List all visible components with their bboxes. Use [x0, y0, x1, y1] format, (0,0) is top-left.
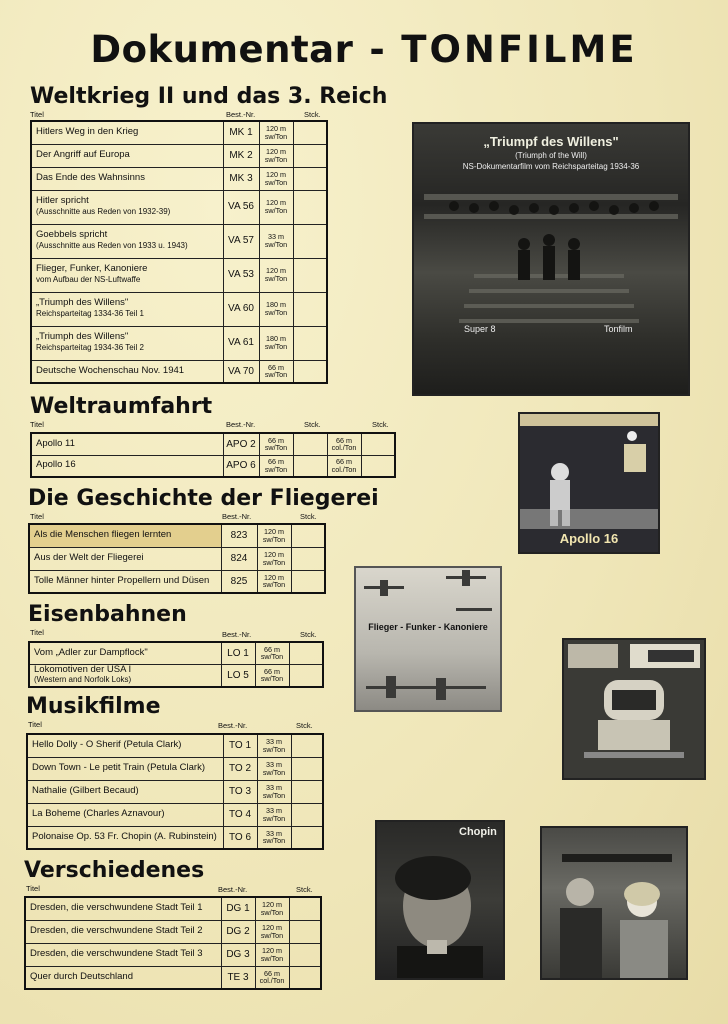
row-title-cell [31, 144, 223, 167]
row-title: La Boheme (Charles Aznavour) [32, 808, 165, 820]
quantity-cell [293, 258, 327, 292]
section-heading-musik: Musikfilme [26, 694, 161, 719]
cover-description: NS-Dokumentarfilm vom Reichsparteitag 1934-36 [462, 162, 640, 171]
row-title-cell [25, 920, 221, 943]
format-length: 120 m [266, 124, 286, 134]
row-title: Dresden, die verschwundene Stadt Teil 3 [30, 948, 203, 960]
cover-image-eisenbahn [562, 638, 706, 780]
table-row [31, 360, 327, 383]
format-type: sw/Ton [260, 652, 284, 662]
row-title: Hitler spricht [36, 195, 89, 207]
format-type: sw/Ton [262, 744, 286, 754]
format-length: 120 m [266, 198, 286, 208]
format-length: 120 m [266, 146, 286, 156]
format-type: sw/Ton [264, 370, 288, 380]
column-header-titel: Titel [30, 512, 44, 521]
page-title [0, 28, 728, 71]
order-number: TO 1 [223, 734, 257, 757]
order-number: TO 2 [223, 757, 257, 780]
cover-label-apollo: Apollo 16 [559, 531, 619, 546]
row-title: Polonaise Op. 53 Fr. Chopin (A. Rubinstein) [32, 830, 217, 842]
table-row [27, 757, 323, 780]
table-weltraum [30, 432, 396, 478]
row-title-cell [29, 664, 221, 687]
table-row [29, 547, 325, 570]
cover-title-flieger: Flieger - Funker - Kanoniere [368, 622, 488, 632]
table-fliegerei [28, 523, 326, 594]
table-verschiedenes [24, 896, 322, 990]
format-length: 33 m [266, 805, 282, 815]
row-title-cell [25, 897, 221, 920]
table-row [25, 920, 321, 943]
quantity-cell [293, 144, 327, 167]
format-cell [257, 524, 291, 547]
quantity-cell [289, 966, 321, 989]
format-length: 66 m [264, 666, 280, 676]
column-header-titel: Titel [30, 628, 44, 637]
row-title: Hello Dolly - O Sherif (Petula Clark) [32, 739, 182, 751]
format-type: col./Ton [259, 976, 285, 986]
format-length: 66 m [268, 362, 284, 372]
row-title: Down Town - Le petit Train (Petula Clark) [32, 762, 206, 774]
format-type: sw/Ton [264, 131, 288, 141]
color-format-cell [327, 433, 361, 455]
format-cell [259, 433, 293, 455]
column-header-titel: Titel [30, 110, 44, 119]
table-row [31, 292, 327, 326]
column-header-stck: Stck. [300, 630, 317, 639]
order-number: VA 60 [223, 292, 259, 326]
row-title-cell [29, 547, 221, 570]
quantity-cell [289, 642, 323, 664]
quantity-cell [293, 190, 327, 224]
quantity-cell [293, 292, 327, 326]
column-header-best-nr: Best.-Nr. [226, 420, 256, 429]
row-title-cell [31, 224, 223, 258]
order-number: APO 2 [223, 433, 259, 455]
quantity-cell [289, 664, 323, 687]
airplanes-illustration [356, 568, 500, 710]
format-cell [255, 642, 289, 664]
row-title-cell [31, 360, 223, 383]
row-title: Flieger, Funker, Kanoniere [36, 263, 148, 275]
cover-image-triumph-des-willens [412, 122, 690, 396]
format-length: 33 m [266, 737, 282, 747]
column-header-stck: Stck. [296, 885, 313, 894]
column-header-best-nr: Best.-Nr. [226, 110, 256, 119]
color-format-cell [327, 455, 361, 477]
format-length: 66 m [264, 968, 280, 978]
row-title: Tolle Männer hinter Propellern und Düsen [34, 574, 210, 586]
format-cell [257, 826, 291, 849]
color-format-type: col./Ton [331, 443, 357, 453]
order-number: TE 3 [221, 966, 255, 989]
color-format-length: 66 m [336, 435, 352, 445]
column-header-stck: Stck. [304, 420, 321, 429]
cover-image-musik-photo [540, 826, 688, 980]
quantity-cell [289, 943, 321, 966]
quantity-cell [291, 780, 323, 803]
cover-label-chopin: Chopin [459, 826, 497, 838]
quantity-cell [291, 826, 323, 849]
format-length: 120 m [262, 945, 282, 955]
format-type: sw/Ton [264, 177, 288, 187]
format-length: 33 m [266, 782, 282, 792]
row-subtitle: (Ausschnitte aus Reden von 1933 u. 1943) [36, 241, 188, 250]
color-quantity-cell [361, 455, 395, 477]
quantity-cell [293, 167, 327, 190]
row-title-cell [31, 258, 223, 292]
order-number: MK 1 [223, 121, 259, 144]
order-number: 823 [221, 524, 257, 547]
cover-image-flieger-funker-kanoniere [354, 566, 502, 712]
row-title: Deutsche Wochenschau Nov. 1941 [36, 364, 185, 376]
table-row [27, 803, 323, 826]
row-title-cell [25, 943, 221, 966]
format-type: sw/Ton [264, 240, 288, 249]
cover-super8-label: Super 8 [464, 324, 496, 334]
order-number: VA 57 [223, 224, 259, 258]
format-type: sw/Ton [260, 953, 284, 963]
format-length: 120 m [264, 549, 284, 559]
table-row [29, 664, 323, 687]
row-title: Der Angriff auf Europa [36, 149, 130, 161]
order-number: VA 56 [223, 190, 259, 224]
row-title-cell [29, 570, 221, 593]
row-title: „Triumph des Willens" [36, 297, 129, 309]
format-type: sw/Ton [260, 674, 284, 684]
format-cell [259, 360, 293, 383]
section-heading-fliegerei: Die Geschichte der Fliegerei [28, 486, 379, 511]
quantity-cell [291, 524, 325, 547]
column-header-stck: Stck. [300, 512, 317, 521]
format-type: sw/Ton [262, 790, 286, 800]
order-number: TO 4 [223, 803, 257, 826]
table-row [31, 144, 327, 167]
row-title-cell [31, 121, 223, 144]
page-title-left: Dokumentar [90, 28, 354, 71]
row-title-cell [31, 190, 223, 224]
row-title-cell [31, 455, 223, 477]
format-cell [255, 943, 289, 966]
quantity-cell [293, 224, 327, 258]
row-title: Goebbels spricht [36, 229, 108, 241]
table-eisenbahnen [28, 641, 324, 688]
row-title-cell [31, 433, 223, 455]
format-cell [259, 258, 293, 292]
row-title: Apollo 11 [36, 437, 75, 449]
cover-title: „Triumpf des Willens" [483, 134, 619, 149]
format-cell [257, 780, 291, 803]
color-format-type: col./Ton [331, 464, 357, 474]
format-cell [257, 570, 291, 593]
row-subtitle: Reichsparteitag 1934-36 Teil 2 [36, 343, 144, 352]
order-number: VA 61 [223, 326, 259, 360]
table-row [27, 780, 323, 803]
row-title: Nathalie (Gilbert Becaud) [32, 785, 139, 797]
column-header-stck-2: Stck. [372, 420, 389, 429]
format-cell [257, 803, 291, 826]
format-type: sw/Ton [262, 813, 286, 823]
table-row [25, 943, 321, 966]
format-cell [257, 757, 291, 780]
format-type: sw/Ton [264, 206, 288, 215]
locomotive-illustration [564, 640, 704, 778]
page-title-dash: - [369, 28, 386, 71]
format-type: sw/Ton [260, 907, 284, 917]
row-title-cell [27, 780, 223, 803]
section-heading-weltkrieg: Weltkrieg II und das 3. Reich [30, 84, 388, 109]
table-row [25, 897, 321, 920]
row-title-cell [31, 167, 223, 190]
quantity-cell [291, 570, 325, 593]
column-header-best-nr: Best.-Nr. [218, 721, 248, 730]
order-number: APO 6 [223, 455, 259, 477]
order-number: TO 6 [223, 826, 257, 849]
format-length: 120 m [266, 169, 286, 179]
table-row [31, 455, 395, 477]
row-subtitle: (Ausschnitte aus Reden von 1932-39) [36, 207, 171, 216]
row-subtitle: vom Aufbau der NS-Luftwaffe [36, 275, 141, 284]
format-length: 66 m [268, 435, 284, 445]
column-header-best-nr: Best.-Nr. [218, 885, 248, 894]
format-type: sw/Ton [264, 154, 288, 164]
format-cell [259, 144, 293, 167]
format-cell [255, 966, 289, 989]
quantity-cell [291, 547, 325, 570]
format-length: 120 m [266, 266, 286, 276]
table-row [29, 642, 323, 664]
row-title-cell [31, 292, 223, 326]
cover-subtitle: (Triumph of the Will) [515, 151, 587, 160]
section-heading-weltraum: Weltraumfahrt [30, 394, 213, 419]
table-musik [26, 733, 324, 850]
table-row [29, 524, 325, 547]
cover-image-chopin [375, 820, 505, 980]
row-subtitle: Reichsparteitag 1334-36 Teil 1 [36, 309, 144, 318]
order-number: DG 3 [221, 943, 255, 966]
column-header-stck: Stck. [296, 721, 313, 730]
color-format-length: 66 m [336, 457, 352, 467]
quantity-cell [293, 433, 327, 455]
format-length: 120 m [262, 922, 282, 932]
format-cell [259, 167, 293, 190]
quantity-cell [289, 897, 321, 920]
format-cell [259, 190, 293, 224]
order-number: VA 53 [223, 258, 259, 292]
row-title-cell [27, 734, 223, 757]
format-length: 33 m [266, 828, 282, 838]
table-row [27, 826, 323, 849]
row-title: Als die Menschen fliegen lernten [34, 529, 172, 541]
table-weltkrieg [30, 120, 328, 384]
format-length: 180 m [266, 334, 286, 344]
order-number: DG 1 [221, 897, 255, 920]
format-cell [255, 664, 289, 687]
table-row [31, 258, 327, 292]
column-header-best-nr: Best.-Nr. [222, 512, 252, 521]
column-header-titel: Titel [30, 420, 44, 429]
format-cell [259, 326, 293, 360]
cover-tonfilm-label: Tonfilm [604, 324, 633, 334]
row-title-cell [27, 803, 223, 826]
quantity-cell [293, 121, 327, 144]
column-header-titel: Titel [28, 720, 42, 729]
format-type: sw/Ton [262, 580, 286, 590]
quantity-cell [293, 455, 327, 477]
table-row [31, 167, 327, 190]
format-type: sw/Ton [262, 836, 286, 846]
portrait-illustration [377, 822, 503, 978]
quantity-cell [291, 757, 323, 780]
format-length: 66 m [264, 644, 280, 654]
quantity-cell [293, 326, 327, 360]
table-row [31, 190, 327, 224]
column-header-titel: Titel [26, 884, 40, 893]
format-length: 120 m [264, 572, 284, 582]
format-cell [259, 292, 293, 326]
row-title-cell [29, 524, 221, 547]
row-title: Quer durch Deutschland [30, 970, 133, 982]
row-title-cell [25, 966, 221, 989]
format-type: sw/Ton [264, 274, 288, 283]
format-length: 33 m [268, 232, 284, 242]
format-length: 120 m [264, 527, 284, 537]
table-row [27, 734, 323, 757]
table-row [25, 966, 321, 989]
format-type: sw/Ton [262, 767, 286, 777]
quantity-cell [293, 360, 327, 383]
format-length: 33 m [266, 759, 282, 769]
format-cell [257, 734, 291, 757]
quantity-cell [289, 920, 321, 943]
section-heading-verschiedenes: Verschiedenes [24, 858, 205, 883]
format-length: 120 m [262, 900, 282, 910]
section-heading-eisenbahnen: Eisenbahnen [28, 602, 187, 627]
table-row [29, 570, 325, 593]
order-number: LO 1 [221, 642, 255, 664]
row-title: „Triumph des Willens" [36, 331, 129, 343]
format-length: 66 m [268, 457, 284, 467]
row-title-cell [29, 642, 221, 664]
table-row [31, 433, 395, 455]
row-title-cell [31, 326, 223, 360]
cover-image-apollo-16 [518, 412, 660, 554]
format-cell [259, 455, 293, 477]
column-header-stck: Stck. [304, 110, 321, 119]
table-row [31, 224, 327, 258]
row-title: Aus der Welt der Fliegerei [34, 552, 144, 564]
order-number: MK 2 [223, 144, 259, 167]
order-number: MK 3 [223, 167, 259, 190]
color-quantity-cell [361, 433, 395, 455]
couple-illustration [542, 828, 686, 978]
row-title: Hitlers Weg in den Krieg [36, 126, 139, 138]
table-row [31, 326, 327, 360]
row-title: Dresden, die verschwundene Stadt Teil 1 [30, 902, 203, 914]
order-number: VA 70 [223, 360, 259, 383]
format-type: sw/Ton [264, 464, 288, 474]
row-title: Das Ende des Wahnsinns [36, 172, 145, 184]
row-title-cell [27, 826, 223, 849]
row-title: Apollo 16 [36, 459, 76, 471]
format-type: sw/Ton [262, 534, 286, 544]
table-row [31, 121, 327, 144]
format-type: sw/Ton [260, 930, 284, 940]
order-number: 824 [221, 547, 257, 570]
format-type: sw/Ton [264, 308, 288, 317]
order-number: 825 [221, 570, 257, 593]
format-cell [259, 121, 293, 144]
quantity-cell [291, 803, 323, 826]
order-number: LO 5 [221, 664, 255, 687]
column-header-best-nr: Best.-Nr. [222, 630, 252, 639]
row-title-cell [27, 757, 223, 780]
format-type: sw/Ton [264, 342, 288, 351]
order-number: DG 2 [221, 920, 255, 943]
row-subtitle: (Western and Norfolk Loks) [34, 675, 132, 685]
format-length: 180 m [266, 300, 286, 310]
format-cell [255, 897, 289, 920]
format-cell [255, 920, 289, 943]
page-title-right: TONFILME [401, 28, 638, 71]
quantity-cell [291, 734, 323, 757]
row-title: Dresden, die verschwundene Stadt Teil 2 [30, 925, 203, 937]
format-cell [259, 224, 293, 258]
order-number: TO 3 [223, 780, 257, 803]
row-title: Lokomotiven der USA I [34, 663, 132, 675]
format-cell [257, 547, 291, 570]
format-type: sw/Ton [262, 557, 286, 567]
format-type: sw/Ton [264, 443, 288, 453]
row-title: Vom „Adler zur Dampflock" [34, 646, 148, 658]
